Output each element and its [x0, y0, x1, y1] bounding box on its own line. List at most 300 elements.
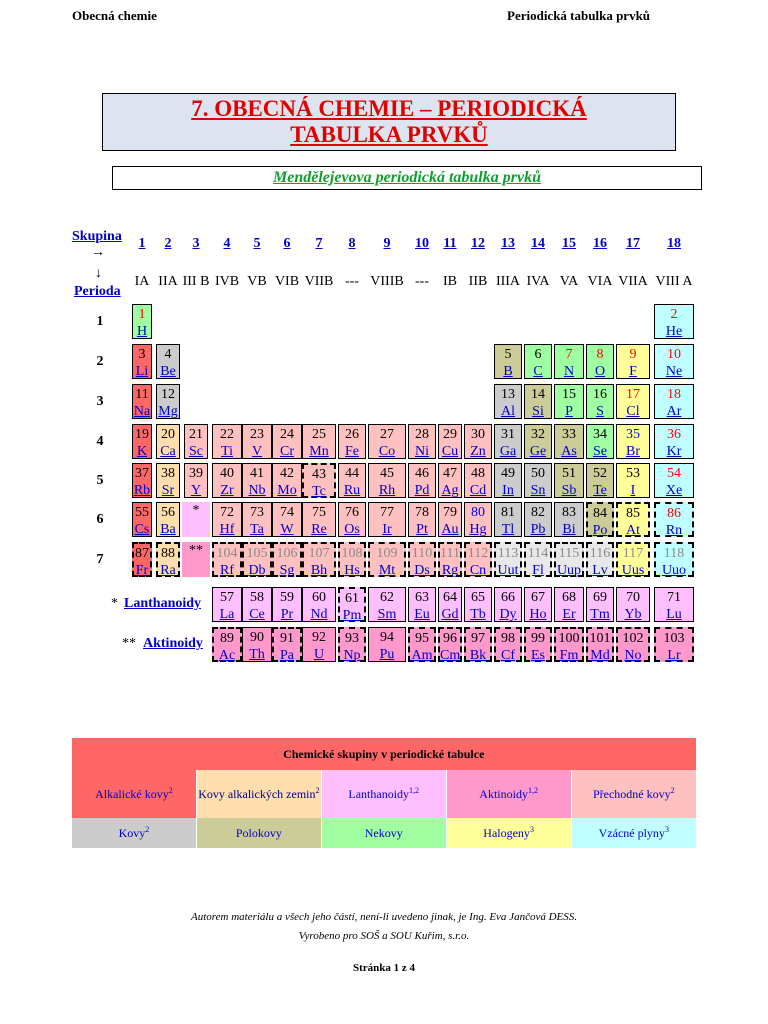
- element-symbol[interactable]: Cr: [280, 444, 294, 459]
- group-name-4: IVB: [214, 274, 240, 289]
- element-ca[interactable]: [156, 424, 180, 459]
- atomic-number: 86: [667, 506, 681, 521]
- element-tm[interactable]: [586, 587, 614, 622]
- element-fm[interactable]: [554, 627, 584, 662]
- group-number-8[interactable]: 8: [348, 236, 356, 251]
- element-symbol[interactable]: Sg: [279, 563, 295, 578]
- element-am[interactable]: [408, 627, 436, 662]
- subtitle[interactable]: Mendělejevova periodická tabulka prvků: [112, 166, 702, 190]
- element-symbol[interactable]: Al: [501, 404, 515, 419]
- element-eu[interactable]: [408, 587, 436, 622]
- atomic-number: 7: [565, 347, 573, 362]
- element-symbol[interactable]: Tc: [312, 484, 326, 499]
- atomic-number: 98: [501, 631, 515, 646]
- element-ce[interactable]: [242, 587, 272, 622]
- element-al[interactable]: [494, 384, 522, 419]
- element-symbol[interactable]: B: [503, 364, 513, 379]
- element-ru[interactable]: [338, 463, 366, 498]
- element-symbol[interactable]: Rf: [220, 563, 234, 578]
- group-number-7[interactable]: 7: [315, 236, 323, 251]
- element-symbol[interactable]: N: [563, 364, 575, 379]
- element-na[interactable]: [132, 384, 152, 419]
- element-symbol[interactable]: Te: [593, 483, 607, 498]
- element-y[interactable]: [184, 463, 208, 498]
- element-symbol[interactable]: Fe: [345, 444, 359, 459]
- element-symbol[interactable]: Ce: [249, 607, 265, 622]
- group-number-10[interactable]: 10: [415, 236, 429, 251]
- element-symbol[interactable]: Cn: [469, 563, 487, 578]
- element-cr[interactable]: [272, 424, 302, 459]
- element-md[interactable]: [586, 627, 614, 662]
- element-symbol[interactable]: Lr: [667, 648, 681, 663]
- group-name-14: IVA: [526, 274, 550, 289]
- element-symbol[interactable]: W: [280, 522, 294, 537]
- group-number-3[interactable]: 3: [192, 236, 200, 251]
- atomic-number: 95: [415, 631, 429, 646]
- element-symbol[interactable]: Sb: [561, 483, 577, 498]
- element-ra[interactable]: [156, 542, 180, 577]
- element-symbol[interactable]: Zn: [470, 444, 486, 459]
- legend-label: Aktinoidy: [479, 787, 528, 801]
- atomic-number: 58: [250, 590, 264, 605]
- element-ds[interactable]: [408, 542, 436, 577]
- element-br[interactable]: [616, 424, 650, 459]
- element-uut[interactable]: [494, 542, 522, 577]
- element-symbol[interactable]: Cd: [469, 483, 487, 498]
- group-number-11[interactable]: 11: [443, 236, 457, 251]
- element-in[interactable]: [494, 463, 522, 498]
- element-symbol[interactable]: Sn: [530, 483, 546, 498]
- element-symbol[interactable]: P: [565, 404, 573, 419]
- group-name-1: IA: [134, 274, 150, 289]
- element-symbol[interactable]: Cu: [441, 444, 459, 459]
- element-symbol[interactable]: Br: [626, 444, 640, 459]
- element-symbol[interactable]: Hf: [219, 522, 235, 537]
- element-k[interactable]: [132, 424, 152, 459]
- atomic-number: 106: [276, 546, 298, 561]
- legend-transition: [571, 770, 696, 818]
- element-fe[interactable]: [338, 424, 366, 459]
- element-hf[interactable]: [212, 502, 242, 537]
- element-sr[interactable]: [156, 463, 180, 498]
- element-symbol[interactable]: Y: [190, 483, 202, 498]
- element-sm[interactable]: [368, 587, 406, 622]
- period-label-3: 3: [96, 394, 104, 409]
- element-symbol[interactable]: Nb: [248, 483, 266, 498]
- group-name-12: IIB: [468, 274, 488, 289]
- element-symbol[interactable]: Cl: [626, 404, 640, 419]
- element-ti[interactable]: [212, 424, 242, 459]
- element-rb[interactable]: [132, 463, 152, 498]
- element-symbol[interactable]: Tl: [501, 522, 515, 537]
- element-symbol[interactable]: Pr: [280, 607, 294, 622]
- atomic-number: 24: [280, 427, 294, 442]
- atomic-number: 97: [471, 631, 485, 646]
- element-se[interactable]: [586, 424, 614, 459]
- element-symbol[interactable]: Au: [441, 522, 459, 537]
- element-symbol[interactable]: Es: [531, 648, 545, 663]
- element-symbol[interactable]: Yb: [624, 607, 642, 622]
- element-os[interactable]: [338, 502, 366, 537]
- element-symbol[interactable]: Li: [135, 364, 149, 379]
- element-rf[interactable]: [212, 542, 242, 577]
- element-symbol[interactable]: Mo: [277, 483, 297, 498]
- element-db[interactable]: [242, 542, 272, 577]
- element-mg[interactable]: [156, 384, 180, 419]
- element-la[interactable]: [212, 587, 242, 622]
- legend-alkaline: [196, 770, 321, 818]
- legend-footnote: 3: [529, 825, 534, 834]
- element-pa[interactable]: [272, 627, 302, 662]
- element-symbol[interactable]: Mt: [378, 563, 396, 578]
- element-mo[interactable]: [272, 463, 302, 498]
- group-number-9[interactable]: 9: [383, 236, 391, 251]
- element-symbol[interactable]: Ru: [343, 483, 361, 498]
- element-symbol[interactable]: Cf: [501, 648, 515, 663]
- group-number-18[interactable]: 18: [667, 236, 681, 251]
- element-symbol[interactable]: Po: [592, 523, 608, 538]
- element-symbol[interactable]: Ag: [441, 483, 459, 498]
- element-symbol[interactable]: Na: [133, 404, 151, 419]
- element-f[interactable]: [616, 344, 650, 379]
- group-number-4[interactable]: 4: [223, 236, 231, 251]
- atomic-number: 100: [558, 631, 580, 646]
- element-symbol[interactable]: Cs: [134, 522, 150, 537]
- element-symbol[interactable]: K: [136, 444, 148, 459]
- element-zn[interactable]: [464, 424, 492, 459]
- element-symbol[interactable]: La: [219, 607, 235, 622]
- element-c[interactable]: [524, 344, 552, 379]
- element-symbol[interactable]: Sr: [161, 483, 175, 498]
- element-symbol[interactable]: Os: [344, 522, 360, 537]
- element-bk[interactable]: [464, 627, 492, 662]
- element-symbol[interactable]: Rh: [378, 483, 396, 498]
- group-number-12[interactable]: 12: [471, 236, 485, 251]
- element-v[interactable]: [242, 424, 272, 459]
- atomic-number: 29: [443, 427, 457, 442]
- atomic-number: 116: [589, 546, 611, 561]
- element-pr[interactable]: [272, 587, 302, 622]
- element-symbol[interactable]: Mn: [309, 444, 329, 459]
- element-symbol[interactable]: H: [136, 324, 148, 339]
- element-symbol[interactable]: Bi: [562, 522, 576, 537]
- element-tc[interactable]: [302, 463, 336, 498]
- element-tb[interactable]: [464, 587, 492, 622]
- element-symbol[interactable]: Fr: [135, 563, 149, 578]
- element-symbol[interactable]: Eu: [414, 607, 430, 622]
- element-symbol[interactable]: Uus: [621, 563, 645, 578]
- element-nd[interactable]: [302, 587, 336, 622]
- element-symbol[interactable]: Cm: [440, 648, 461, 663]
- element-symbol[interactable]: Ar: [666, 404, 682, 419]
- element-he[interactable]: [654, 304, 694, 339]
- element-symbol[interactable]: Ir: [382, 522, 392, 537]
- element-ga[interactable]: [494, 424, 522, 459]
- element-sb[interactable]: [554, 463, 584, 498]
- element-symbol[interactable]: Pd: [414, 483, 430, 498]
- element-symbol[interactable]: Bk: [469, 648, 487, 663]
- element-symbol[interactable]: Ho: [529, 607, 547, 622]
- element-b[interactable]: [494, 344, 522, 379]
- element-symbol[interactable]: Pb: [530, 522, 546, 537]
- element-ho[interactable]: [524, 587, 552, 622]
- atomic-number: 50: [531, 466, 545, 481]
- skupina-link[interactable]: Skupina: [72, 229, 122, 244]
- element-zr[interactable]: [212, 463, 242, 498]
- element-symbol[interactable]: C: [533, 364, 543, 379]
- element-symbol[interactable]: Th: [249, 647, 265, 662]
- element-th[interactable]: [242, 627, 272, 662]
- element-symbol[interactable]: Dy: [499, 607, 517, 622]
- element-symbol[interactable]: U: [313, 647, 325, 662]
- element-co[interactable]: [368, 424, 406, 459]
- atomic-number: 79: [443, 505, 457, 520]
- element-fl[interactable]: [524, 542, 552, 577]
- atomic-number: 40: [220, 466, 234, 481]
- lanthanoidy-link[interactable]: Lanthanoidy: [124, 596, 202, 611]
- element-symbol[interactable]: Ba: [160, 522, 176, 537]
- legend-footnote: 2: [168, 786, 173, 795]
- element-symbol[interactable]: Tm: [590, 607, 610, 622]
- element-sn[interactable]: [524, 463, 552, 498]
- legend-nonmetal: [321, 818, 446, 848]
- element-symbol[interactable]: Hg: [469, 522, 487, 537]
- element-gd[interactable]: [438, 587, 462, 622]
- atomic-number: 45: [380, 466, 394, 481]
- element-cm[interactable]: [438, 627, 462, 662]
- element-li[interactable]: [132, 344, 152, 379]
- element-symbol[interactable]: Hs: [344, 563, 360, 578]
- element-nb[interactable]: [242, 463, 272, 498]
- element-bi[interactable]: [554, 502, 584, 537]
- element-symbol[interactable]: Ga: [499, 444, 517, 459]
- element-te[interactable]: [586, 463, 614, 498]
- element-yb[interactable]: [616, 587, 650, 622]
- element-symbol[interactable]: Ds: [414, 563, 430, 578]
- element-as[interactable]: [554, 424, 584, 459]
- element-symbol[interactable]: Nd: [310, 607, 328, 622]
- element-symbol[interactable]: Se: [593, 444, 607, 459]
- element-symbol[interactable]: Gd: [441, 607, 459, 622]
- element-s[interactable]: [586, 384, 614, 419]
- element-at[interactable]: [616, 502, 650, 537]
- element-fr[interactable]: [132, 542, 152, 577]
- element-symbol[interactable]: V: [251, 444, 263, 459]
- element-no[interactable]: [616, 627, 650, 662]
- element-symbol[interactable]: Pm: [342, 608, 362, 623]
- element-pm[interactable]: [338, 587, 366, 622]
- element-symbol[interactable]: Ra: [160, 563, 176, 578]
- element-symbol[interactable]: I: [630, 483, 636, 498]
- element-uus[interactable]: [616, 542, 650, 577]
- element-cf[interactable]: [494, 627, 522, 662]
- group-name-3: III B: [182, 274, 210, 289]
- element-si[interactable]: [524, 384, 552, 419]
- element-symbol[interactable]: In: [502, 483, 514, 498]
- group-number-15[interactable]: 15: [562, 236, 576, 251]
- element-rh[interactable]: [368, 463, 406, 498]
- element-symbol[interactable]: Fl: [532, 563, 544, 578]
- atomic-number: 118: [663, 546, 685, 561]
- element-pt[interactable]: [408, 502, 436, 537]
- element-symbol[interactable]: Ac: [218, 648, 236, 663]
- element-symbol[interactable]: Ta: [250, 522, 264, 537]
- element-dy[interactable]: [494, 587, 522, 622]
- element-sc[interactable]: [184, 424, 208, 459]
- element-sg[interactable]: [272, 542, 302, 577]
- atomic-number: 91: [280, 631, 294, 646]
- element-symbol[interactable]: Am: [411, 648, 433, 663]
- group-number-1[interactable]: 1: [138, 236, 146, 251]
- atomic-number: 31: [501, 427, 515, 442]
- element-symbol[interactable]: No: [624, 648, 642, 663]
- element-i[interactable]: [616, 463, 650, 498]
- element-symbol[interactable]: Xe: [665, 483, 683, 498]
- element-symbol[interactable]: Md: [590, 648, 610, 663]
- element-cd[interactable]: [464, 463, 492, 498]
- element-ar[interactable]: [654, 384, 694, 419]
- group-number-16[interactable]: 16: [593, 236, 607, 251]
- element-symbol[interactable]: Db: [248, 563, 266, 578]
- element-symbol[interactable]: At: [626, 523, 640, 538]
- element-symbol[interactable]: Si: [532, 404, 544, 419]
- group-name-17: VIIA: [618, 274, 648, 289]
- element-bh[interactable]: [302, 542, 336, 577]
- element-symbol[interactable]: As: [561, 444, 577, 459]
- element-symbol[interactable]: Zr: [220, 483, 234, 498]
- element-re[interactable]: [302, 502, 336, 537]
- group-number-14[interactable]: 14: [531, 236, 545, 251]
- element-lu[interactable]: [654, 587, 694, 622]
- element-symbol[interactable]: O: [594, 364, 606, 379]
- element-ge[interactable]: [524, 424, 552, 459]
- element-p[interactable]: [554, 384, 584, 419]
- element-lr[interactable]: [654, 627, 694, 662]
- element-au[interactable]: [438, 502, 462, 537]
- element-symbol[interactable]: Ni: [415, 444, 429, 459]
- element-symbol[interactable]: Sm: [377, 607, 397, 622]
- element-ba[interactable]: [156, 502, 180, 537]
- element-o[interactable]: [586, 344, 614, 379]
- element-symbol[interactable]: Kr: [666, 444, 682, 459]
- atomic-number: 14: [531, 387, 545, 402]
- atomic-number: 3: [138, 347, 146, 362]
- element-mn[interactable]: [302, 424, 336, 459]
- element-cs[interactable]: [132, 502, 152, 537]
- element-symbol[interactable]: Re: [311, 522, 327, 537]
- element-symbol[interactable]: Pt: [416, 522, 428, 537]
- element-cu[interactable]: [438, 424, 462, 459]
- atomic-number: 46: [415, 466, 429, 481]
- aktinoidy-link[interactable]: Aktinoidy: [143, 636, 203, 651]
- group-number-17[interactable]: 17: [626, 236, 640, 251]
- element-uuo[interactable]: [654, 542, 694, 577]
- element-ta[interactable]: [242, 502, 272, 537]
- element-lv[interactable]: [586, 542, 614, 577]
- element-symbol[interactable]: S: [596, 404, 604, 419]
- element-symbol[interactable]: Mg: [158, 404, 178, 419]
- element-symbol[interactable]: Rb: [133, 483, 151, 498]
- element-symbol[interactable]: Fm: [559, 648, 579, 663]
- element-hs[interactable]: [338, 542, 366, 577]
- element-symbol[interactable]: Ge: [529, 444, 547, 459]
- element-ag[interactable]: [438, 463, 462, 498]
- element-symbol[interactable]: He: [665, 324, 683, 339]
- element-symbol[interactable]: Np: [343, 648, 361, 663]
- group-name-16: VIA: [587, 274, 613, 289]
- element-symbol[interactable]: Sc: [189, 444, 203, 459]
- element-w[interactable]: [272, 502, 302, 537]
- element-er[interactable]: [554, 587, 584, 622]
- element-pb[interactable]: [524, 502, 552, 537]
- element-cn[interactable]: [464, 542, 492, 577]
- element-n[interactable]: [554, 344, 584, 379]
- element-kr[interactable]: [654, 424, 694, 459]
- element-ac[interactable]: [212, 627, 242, 662]
- element-symbol[interactable]: Bh: [310, 563, 328, 578]
- element-es[interactable]: [524, 627, 552, 662]
- element-mt[interactable]: [368, 542, 406, 577]
- element-np[interactable]: [338, 627, 366, 662]
- element-h[interactable]: [132, 304, 152, 339]
- element-rn[interactable]: [654, 502, 694, 537]
- element-pu[interactable]: [368, 627, 406, 662]
- element-ir[interactable]: [368, 502, 406, 537]
- element-symbol[interactable]: Ne: [665, 364, 683, 379]
- element-hg[interactable]: [464, 502, 492, 537]
- element-symbol[interactable]: Lv: [592, 563, 608, 578]
- element-ne[interactable]: [654, 344, 694, 379]
- element-symbol[interactable]: F: [629, 364, 637, 379]
- element-uup[interactable]: [554, 542, 584, 577]
- element-symbol[interactable]: Ca: [160, 444, 176, 459]
- atomic-number: 26: [345, 427, 359, 442]
- group-number-2[interactable]: 2: [164, 236, 172, 251]
- element-symbol[interactable]: Pu: [379, 647, 395, 662]
- perioda-link[interactable]: Perioda: [74, 284, 121, 299]
- element-symbol[interactable]: Be: [160, 364, 176, 379]
- group-number-13[interactable]: 13: [501, 236, 515, 251]
- element-xe[interactable]: [654, 463, 694, 498]
- element-symbol[interactable]: Tb: [470, 607, 486, 622]
- element-symbol[interactable]: Uup: [556, 563, 582, 578]
- atomic-number: 20: [161, 427, 175, 442]
- element-rg[interactable]: [438, 542, 462, 577]
- element-u[interactable]: [302, 627, 336, 662]
- element-symbol[interactable]: Pa: [280, 648, 294, 663]
- element-symbol[interactable]: Ti: [221, 444, 233, 459]
- atomic-number: 36: [667, 427, 681, 442]
- element-be[interactable]: [156, 344, 180, 379]
- group-number-5[interactable]: 5: [253, 236, 261, 251]
- element-symbol[interactable]: Lu: [666, 607, 682, 622]
- element-po[interactable]: [586, 502, 614, 537]
- element-symbol[interactable]: Uut: [497, 563, 519, 578]
- element-symbol[interactable]: Co: [378, 444, 396, 459]
- group-number-6[interactable]: 6: [283, 236, 291, 251]
- element-symbol[interactable]: Uuo: [661, 563, 687, 578]
- element-ni[interactable]: [408, 424, 436, 459]
- element-symbol[interactable]: Rn: [665, 523, 683, 538]
- element-symbol[interactable]: Er: [562, 607, 576, 622]
- element-tl[interactable]: [494, 502, 522, 537]
- element-pd[interactable]: [408, 463, 436, 498]
- legend-label: Nekovy: [364, 825, 403, 840]
- atomic-number: 21: [189, 427, 203, 442]
- atomic-number: 75: [312, 505, 326, 520]
- element-symbol[interactable]: Rg: [441, 563, 459, 578]
- element-cl[interactable]: [616, 384, 650, 419]
